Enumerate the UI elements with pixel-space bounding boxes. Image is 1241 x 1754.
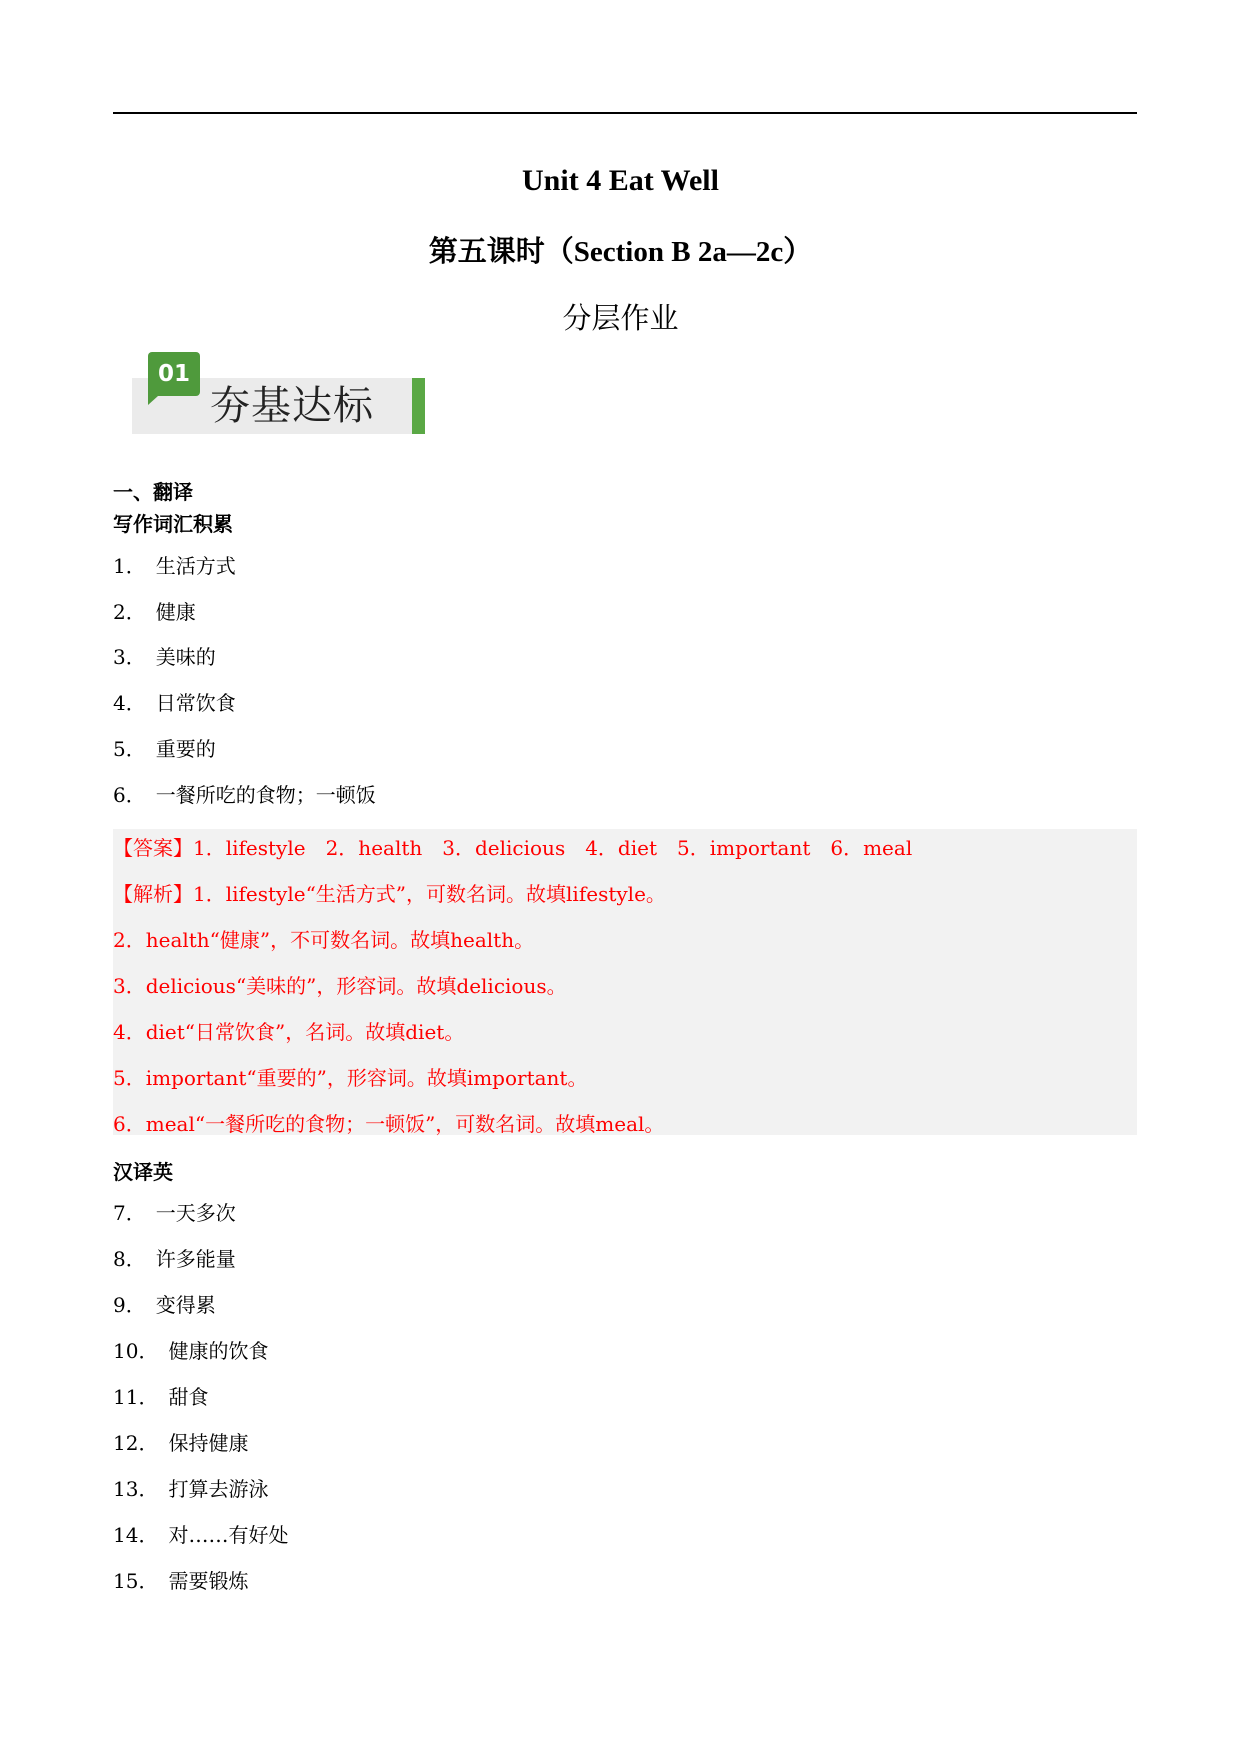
analysis-line: 3．delicious“美味的”，形容词。故填delicious。 xyxy=(113,974,567,998)
item-text: 生活方式 xyxy=(155,554,236,578)
list-item xyxy=(113,689,236,717)
analysis-line: 5．important“重要的”，形容词。故填important。 xyxy=(113,1066,588,1090)
item-text: 对……有好处 xyxy=(168,1523,289,1547)
top-rule xyxy=(113,112,1137,114)
banner-badge: 01 xyxy=(148,352,200,396)
item-number: 5． xyxy=(113,737,146,761)
item-text: 健康 xyxy=(155,600,196,624)
item-number: 14． xyxy=(113,1523,159,1547)
analysis-line: 4．diet“日常饮食”，名词。故填diet。 xyxy=(113,1020,465,1044)
item-number: 7． xyxy=(113,1201,146,1225)
item-text: 打算去游泳 xyxy=(168,1477,269,1501)
banner-text: 夯基达标 xyxy=(210,383,374,429)
item-text: 健康的饮食 xyxy=(168,1339,269,1363)
banner-badge-tail xyxy=(148,396,158,405)
item-text: 日常饮食 xyxy=(155,691,236,715)
item-text: 许多能量 xyxy=(155,1247,236,1271)
item-text: 保持健康 xyxy=(168,1431,249,1455)
unit-title: Unit 4 Eat Well xyxy=(522,164,719,197)
analysis-line: 2．health“健康”，不可数名词。故填health。 xyxy=(113,928,535,952)
item-number: 10． xyxy=(113,1339,159,1363)
section-subheading: 汉译英 xyxy=(113,1160,173,1184)
list-item xyxy=(113,598,196,626)
list-item xyxy=(113,1567,248,1595)
list-item xyxy=(113,643,216,671)
item-number: 15． xyxy=(113,1569,159,1593)
item-number: 12． xyxy=(113,1431,159,1455)
item-number: 1． xyxy=(113,554,146,578)
section-banner xyxy=(132,352,425,434)
list-item xyxy=(113,1337,268,1365)
item-text: 甜食 xyxy=(168,1385,209,1409)
item-number: 2． xyxy=(113,600,146,624)
analysis-line: 6．meal“一餐所吃的食物；一顿饭”，可数名词。故填meal。 xyxy=(113,1112,665,1136)
item-number: 8． xyxy=(113,1247,146,1271)
analysis-line: 【解析】1．lifestyle“生活方式”，可数名词。故填lifestyle。 xyxy=(113,882,666,906)
item-number: 13． xyxy=(113,1477,159,1501)
list-item xyxy=(113,1383,208,1411)
list-item xyxy=(113,1475,268,1503)
item-text: 变得累 xyxy=(155,1293,216,1317)
item-text: 需要锻炼 xyxy=(168,1569,249,1593)
banner-accent-bar xyxy=(412,378,425,434)
item-number: 6． xyxy=(113,783,146,807)
lesson-subtitle: 第五课时（Section B 2a—2c） xyxy=(428,236,813,268)
item-text: 重要的 xyxy=(155,737,216,761)
homework-title: 分层作业 xyxy=(562,303,679,335)
section-heading: 一、翻译 xyxy=(113,480,193,504)
list-item xyxy=(113,1291,216,1319)
list-item xyxy=(113,1429,248,1457)
item-number: 3． xyxy=(113,645,146,669)
list-item xyxy=(113,552,236,580)
list-item xyxy=(113,781,376,809)
list-item xyxy=(113,1199,236,1227)
item-text: 美味的 xyxy=(155,645,216,669)
section-subheading: 写作词汇积累 xyxy=(113,512,233,536)
list-item xyxy=(113,1245,236,1273)
item-number: 11． xyxy=(113,1385,159,1409)
item-number: 4． xyxy=(113,691,146,715)
item-number: 9． xyxy=(113,1293,146,1317)
item-text: 一餐所吃的食物；一顿饭 xyxy=(155,783,376,807)
list-item xyxy=(113,1521,288,1549)
list-item xyxy=(113,735,216,763)
answer-line: 【答案】1．lifestyle 2．health 3．delicious 4．diet 5．important 6．meal xyxy=(113,836,913,860)
item-text: 一天多次 xyxy=(155,1201,236,1225)
